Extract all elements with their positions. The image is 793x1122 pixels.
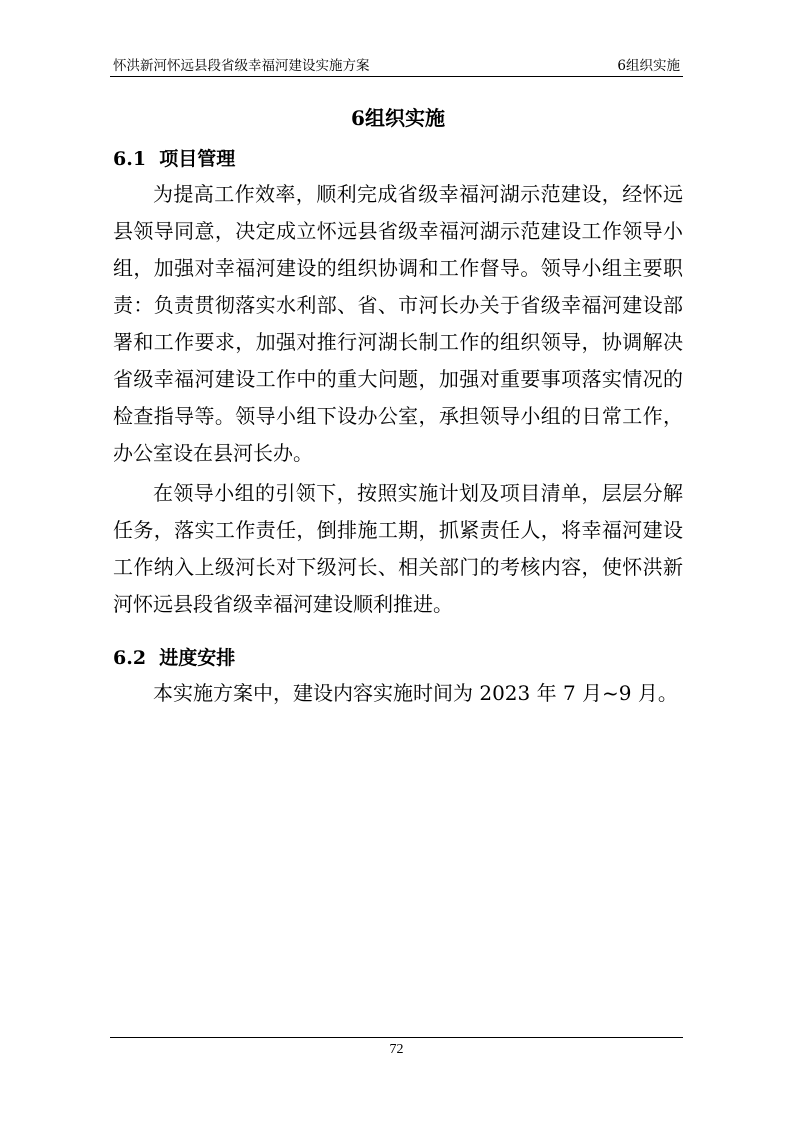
paragraph-line: 署和工作要求，加强对推行河湖长制工作的组织领导，协调解决 [113, 330, 683, 354]
paragraph-line: 在领导小组的引领下，按照实施计划及项目清单，层层分解 [153, 481, 683, 505]
page-number: 72 [389, 1042, 404, 1057]
running-header [110, 56, 683, 77]
section-heading-6-1: 6.1 项目管理 [113, 148, 236, 170]
footer-rule [110, 1037, 683, 1038]
paragraph-line: 工作纳入上级河长对下级河长、相关部门的考核内容，使怀洪新 [113, 555, 683, 579]
paragraph-line: 任务，落实工作责任，倒排施工期，抓紧责任人，将幸福河建设 [113, 518, 683, 542]
paragraph-line: 办公室设在县河长办。 [113, 441, 313, 465]
paragraph-line: 为提高工作效率，顺利完成省级幸福河湖示范建设，经怀远 [153, 182, 683, 206]
section-heading-6-2: 6.2 进度安排 [113, 647, 236, 669]
paragraph [113, 475, 683, 623]
header-section-name: 6组织实施 [617, 58, 680, 74]
paragraph [113, 176, 683, 472]
paragraph-line: 县领导同意，决定成立怀远县省级幸福河湖示范建设工作领导小 [113, 219, 683, 243]
paragraph-line: 省级幸福河建设工作中的重大问题，加强对重要事项落实情况的 [113, 367, 683, 391]
paragraph [113, 675, 683, 712]
paragraph-line: 本实施方案中，建设内容实施时间为 2023 年 7 月~9 月。 [153, 681, 678, 705]
paragraph-line: 检查指导等。领导小组下设办公室，承担领导小组的日常工作， [113, 404, 683, 428]
page-body [113, 100, 683, 712]
paragraph-line: 责：负责贯彻落实水利部、省、市河长办关于省级幸福河建设部 [113, 293, 683, 317]
paragraph-line: 组，加强对幸福河建设的组织协调和工作督导。领导小组主要职 [113, 256, 683, 280]
header-document-title: 怀洪新河怀远县段省级幸福河建设实施方案 [113, 58, 370, 74]
chapter-title: 6组织实施 [351, 106, 445, 130]
paragraph-line: 河怀远县段省级幸福河建设顺利推进。 [113, 592, 453, 616]
